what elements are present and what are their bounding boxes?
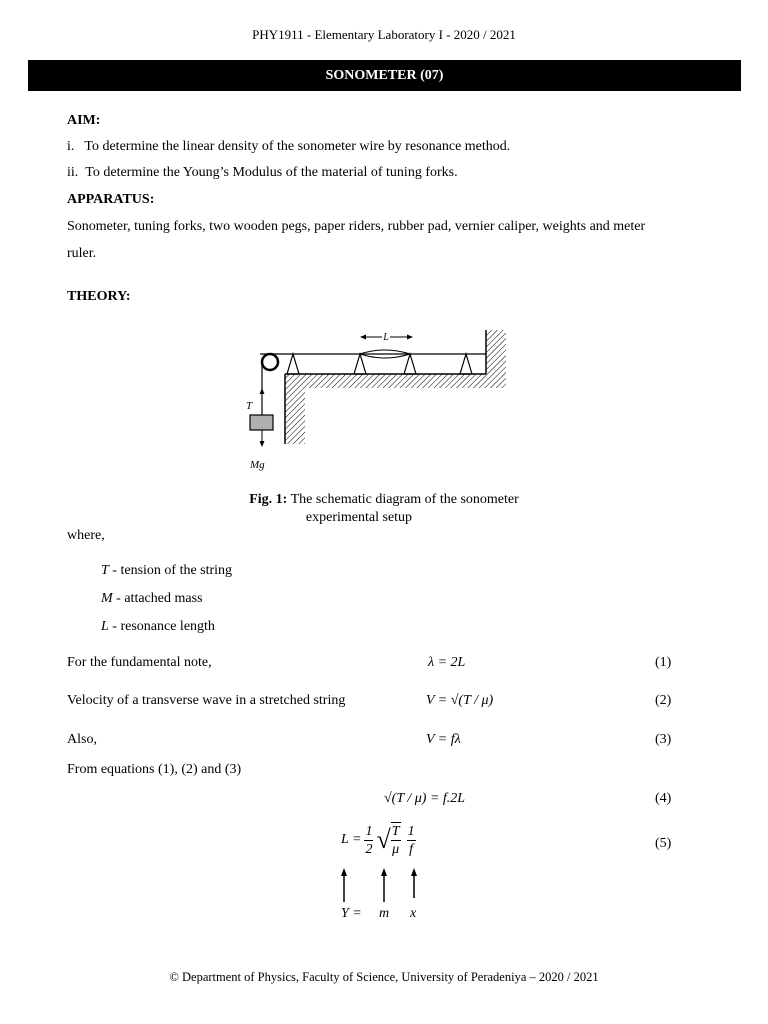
bridge-mid-left [354,354,366,374]
weight-arrow [260,441,265,447]
bridge-right [460,354,472,374]
eq5-inv-den: f [409,841,413,857]
equation-3: V = fλ [426,732,461,747]
figure-caption-text: The schematic diagram of the sonometer [287,492,519,507]
equation-3-label: Also, [67,732,97,747]
aim-item-2 [67,165,458,181]
eq5-half-num: 1 [365,823,373,839]
definition-mass [101,591,202,607]
sqrt-symbol: √ [376,825,391,854]
definition-symbol: L [101,619,109,634]
aim-item-1 [67,139,510,155]
weight-label: Mg [250,459,265,471]
aim-marker-1: i. [67,139,75,154]
equation-1-label: For the fundamental note, [67,655,212,670]
sonometer-base [285,374,506,388]
apparatus-line-1: Sonometer, tuning forks, two wooden pegs, paper riders, rubber pad, vernier caliper, weights and meter [67,219,646,234]
eq5-half-den: 2 [365,841,373,857]
hanging-mass [250,415,273,430]
eq5-inv [407,823,416,858]
apparatus-line-2: ruler. [67,246,97,261]
equation-1: λ = 2L [428,655,466,670]
aim-text-1: To determine the linear density of the sonometer wire by resonance method. [84,139,511,154]
equation-5 [341,822,416,858]
definition-length [101,619,215,635]
figure-caption-line-2: experimental setup [305,510,413,525]
sonometer-diagram [230,320,530,480]
equation-2: V = √(T / μ) [426,693,494,708]
tension-label: T [246,400,253,412]
right-wall [486,330,506,374]
equation-3-number: (3) [655,732,672,747]
page-footer: © Department of Physics, Faculty of Science, University of Peradeniya – 2020 / 2021 [169,970,599,984]
apparatus-heading: APPARATUS: [67,192,155,207]
where-label: where, [67,528,105,543]
definition-text: - tension of the string [108,563,233,578]
table-leg [285,388,305,444]
eq5-half [364,823,373,858]
eq5-sqrt-den: μ [392,842,400,857]
eq5-sqrt-num: T [391,824,400,839]
definition-tension [101,563,232,579]
aim-marker-2: ii. [67,165,79,180]
title-bar [28,60,741,91]
eq5-lhs: L = [341,832,362,847]
pulley [262,354,278,370]
bridge-mid-right [404,354,416,374]
bridge-left [287,354,299,374]
eq5-x-label: x [410,906,417,921]
definition-symbol: T [101,563,109,578]
mapping-arrows [335,866,425,904]
definition-symbol: M [101,591,113,606]
equation-2-number: (2) [655,693,672,708]
definition-text: - attached mass [112,591,203,606]
eq5-inv-num: 1 [407,823,415,839]
equation-4-number: (4) [655,791,672,806]
figure-caption [0,492,768,508]
equation-5-number: (5) [655,836,672,851]
eq5-sqrt-frac [391,822,401,858]
aim-text-2: To determine the Young’s Modulus of the material of tuning forks. [85,165,458,180]
equation-4: √(T / μ) = f.2L [384,791,466,806]
definition-text: - resonance length [108,619,215,634]
figure-caption-label: Fig. 1: [249,492,288,507]
eq5-y-label: Y = [341,906,362,921]
equation-2-label: Velocity of a transverse wave in a stretched string [67,693,346,708]
equation-1-number: (1) [655,655,672,670]
equation-4-label: From equations (1), (2) and (3) [67,762,242,777]
page-title: SONOMETER (07) [325,67,444,83]
page-header: PHY1911 - Elementary Laboratory I - 2020 / 2021 [252,27,516,42]
theory-heading: THEORY: [67,289,131,304]
tension-arrow [260,388,265,394]
aim-heading: AIM: [67,113,101,128]
eq5-m-label: m [379,906,390,921]
length-label: L [383,332,389,343]
